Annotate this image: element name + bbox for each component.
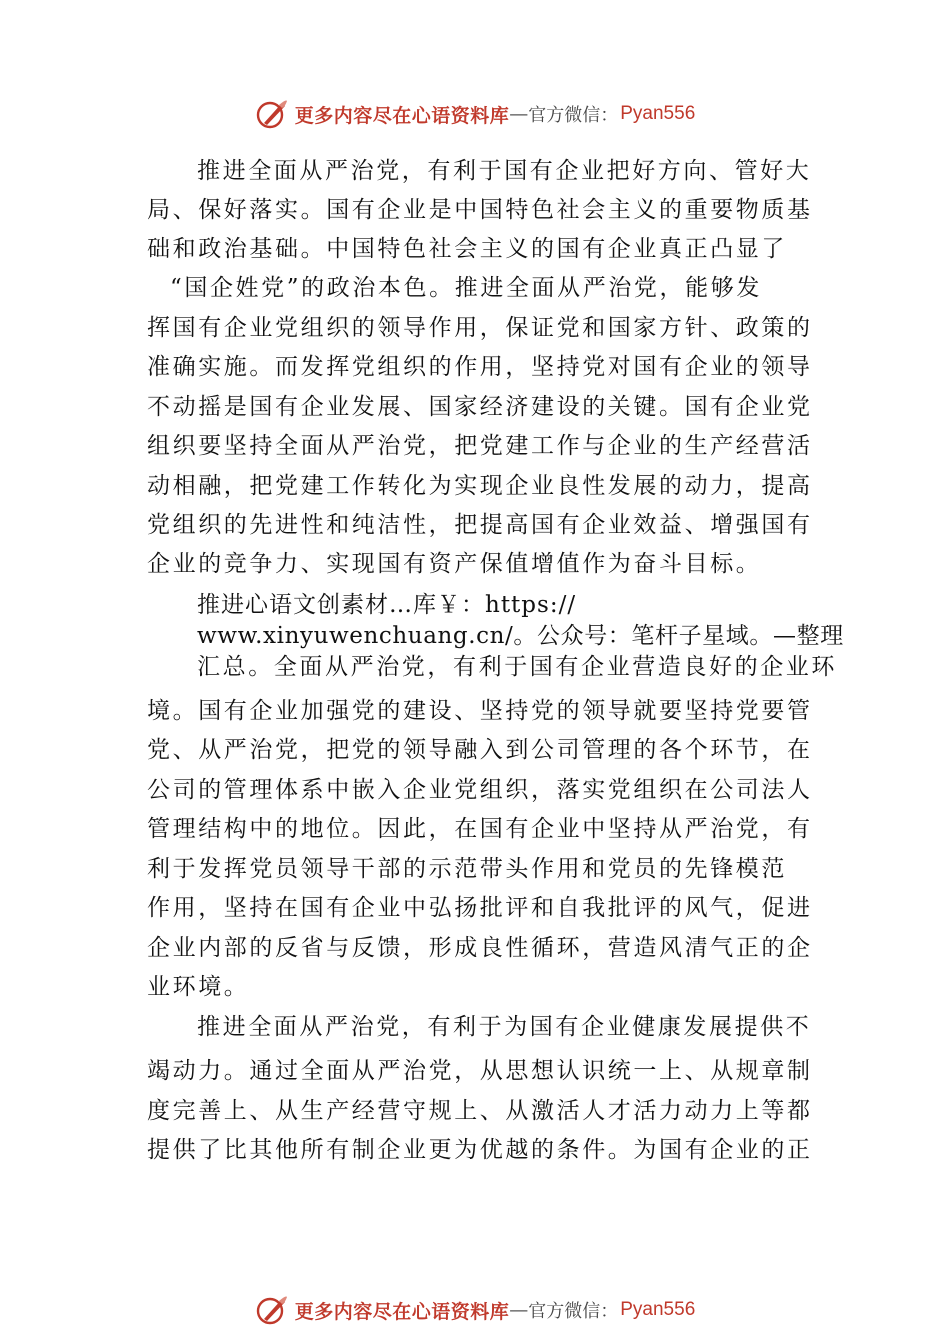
body-line: 提供了比其他所有制企业更为优越的条件。为国有企业的正 <box>147 1137 813 1163</box>
watermark-wechat-account: Pyan556 <box>620 1299 696 1320</box>
body-line: 不动摇是国有企业发展、国家经济建设的关键。国有企业党 <box>147 394 813 420</box>
body-line: 党、从严治党，把党的领导融入到公司管理的各个环节，在 <box>147 737 813 763</box>
footer-watermark-banner <box>0 1290 950 1330</box>
watermark-wechat-label: 官方微信： <box>528 1301 619 1322</box>
body-line: 公司的管理体系中嵌入企业党组织，落实党组织在公司法人 <box>147 777 813 803</box>
body-line: 动相融，把党建工作转化为实现企业良性发展的动力，提高 <box>147 473 813 499</box>
watermark-wechat-label: 官方微信： <box>528 105 619 126</box>
body-line: 推进全面从严治党，有利于国有企业把好方向、管好大 <box>197 158 812 184</box>
watermark-site-name: 更多内容尽在心语资料库 <box>294 104 510 127</box>
watermark-separator: — <box>509 103 529 125</box>
watermark-wechat-account: Pyan556 <box>620 103 696 124</box>
body-line: 管理结构中的地位。因此，在国有企业中坚持从严治党，有 <box>147 816 813 842</box>
body-line: 境。国有企业加强党的建设、坚持党的领导就要坚持党要管 <box>147 698 813 724</box>
body-line: 度完善上、从生产经营守规上、从激活人才活力动力上等都 <box>147 1098 813 1124</box>
quill-pen-logo-icon <box>255 1293 289 1327</box>
body-line: “国企姓党”的政治本色。推进全面从严治党，能够发 <box>170 275 762 301</box>
body-line: 业环境。 <box>147 974 250 1000</box>
body-line: 组织要坚持全面从严治党，把党建工作与企业的生产经营活 <box>147 433 813 459</box>
body-line: 推进全面从严治党，有利于为国有企业健康发展提供不 <box>197 1014 812 1040</box>
quill-pen-logo-icon <box>255 97 289 131</box>
watermark-site-name: 更多内容尽在心语资料库 <box>294 1300 510 1323</box>
body-line: 作用，坚持在国有企业中弘扬批评和自我批评的风气，促进 <box>147 895 813 921</box>
watermark-separator: — <box>509 1299 529 1321</box>
body-line: www.xinyuwenchuang.cn/。公众号：笔杆子星域。—整理 <box>197 623 844 649</box>
body-line: 利于发挥党员领导干部的示范带头作用和党员的先锋模范 <box>147 856 787 882</box>
body-line: 竭动力。通过全面从严治党，从思想认识统一上、从规章制 <box>147 1058 813 1084</box>
body-line: 推进心语文创素材…库￥：https:// <box>197 592 577 618</box>
header-watermark-banner <box>0 94 950 134</box>
body-line: 挥国有企业党组织的领导作用，保证党和国家方针、政策的 <box>147 315 813 341</box>
body-line: 局、保好落实。国有企业是中国特色社会主义的重要物质基 <box>147 197 813 223</box>
body-line: 企业的竞争力、实现国有资产保值增值作为奋斗目标。 <box>147 551 762 577</box>
body-line: 准确实施。而发挥党组织的作用，坚持党对国有企业的领导 <box>147 354 813 380</box>
body-line: 汇总。全面从严治党，有利于国有企业营造良好的企业环 <box>197 654 837 680</box>
body-line: 企业内部的反省与反馈，形成良性循环，营造风清气正的企 <box>147 935 813 961</box>
body-line: 党组织的先进性和纯洁性，把提高国有企业效益、增强国有 <box>147 512 813 538</box>
body-line: 础和政治基础。中国特色社会主义的国有企业真正凸显了 <box>147 236 787 262</box>
